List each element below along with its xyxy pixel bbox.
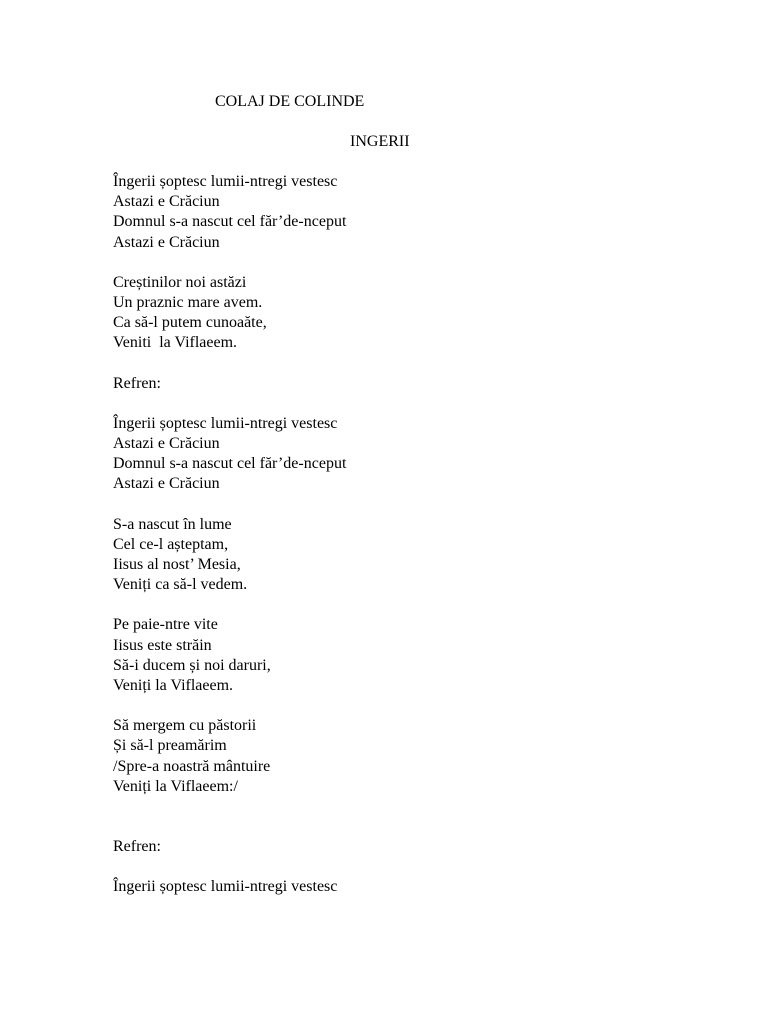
verse-block	[113, 716, 713, 797]
lyric-line: Domnul s-a nascut cel făr’de-nceput	[113, 213, 347, 231]
lyric-line: Veniti la Viflaeem.	[113, 334, 238, 352]
document-title: COLAJ DE COLINDE	[215, 93, 365, 110]
lyric-line: Astazi e Crăciun	[113, 193, 220, 211]
song-title: INGERII	[350, 133, 410, 150]
lyric-line: Îngerii șoptesc lumii-ntregi vestesc	[113, 878, 338, 896]
verse-block	[113, 615, 713, 696]
lyric-line: Un praznic mare avem.	[113, 294, 263, 312]
lyric-line: Astazi e Crăciun	[113, 475, 220, 493]
refrain-label-text: Refren:	[113, 374, 161, 392]
lyric-line: Îngerii șoptesc lumii-ntregi vestesc	[113, 414, 338, 432]
lyric-line: Astazi e Crăciun	[113, 233, 220, 251]
lyric-line: Iisus este străin	[113, 636, 212, 654]
refrain-label	[113, 837, 713, 857]
lyric-line: Creștinilor noi astăzi	[113, 273, 247, 291]
lyric-line: Veniți ca să-l vedem.	[113, 576, 248, 594]
lyric-line: Domnul s-a nascut cel făr’de-nceput	[113, 455, 347, 473]
verse-block	[113, 515, 713, 596]
chorus-block	[113, 414, 713, 495]
lyric-line: Îngerii șoptesc lumii-ntregi vestesc	[113, 173, 338, 190]
lyric-line: /Spre-a noastră mântuire	[113, 757, 271, 775]
lyric-line: Ca să-l putem cunoaăte,	[113, 314, 267, 332]
lyrics-body	[113, 172, 713, 917]
lyric-line: Iisus al nost’ Mesia,	[113, 556, 241, 574]
chorus-block	[113, 172, 713, 253]
chorus-block	[113, 877, 713, 897]
lyric-line: Pe paie-ntre vite	[113, 616, 218, 634]
lyric-line: Cel ce-l așteptam,	[113, 535, 229, 553]
refrain-label-text: Refren:	[113, 838, 161, 856]
lyric-line: Să-i ducem și noi daruri,	[113, 656, 271, 674]
refrain-label	[113, 374, 713, 394]
lyric-line: Și să-l preamărim	[113, 737, 227, 755]
lyric-line: Să mergem cu păstorii	[113, 717, 257, 735]
lyric-line: Veniți la Viflaeem.	[113, 677, 234, 695]
lyric-line: Veniți la Viflaeem:/	[113, 777, 238, 795]
verse-block	[113, 273, 713, 354]
lyric-line: S-a nascut în lume	[113, 515, 232, 533]
lyric-line: Astazi e Crăciun	[113, 435, 220, 453]
